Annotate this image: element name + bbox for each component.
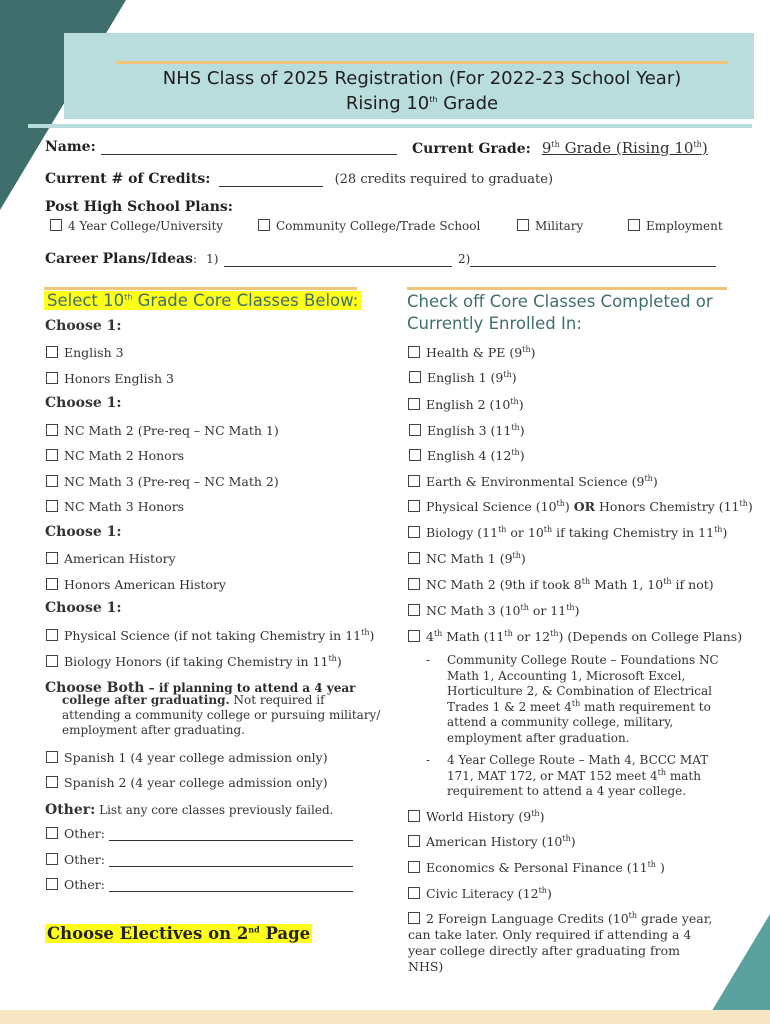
- check-health-pe[interactable]: [408, 345, 536, 360]
- checkbox-icon[interactable]: [408, 526, 420, 538]
- option-label: Spanish 2 (4 year college admission only): [64, 775, 328, 790]
- choose-math: Choose 1:: [45, 395, 122, 411]
- check-american-history[interactable]: [408, 834, 576, 849]
- option-spanish-1[interactable]: [46, 750, 328, 765]
- sup: th: [714, 524, 723, 534]
- sup: th: [562, 833, 571, 843]
- checkbox-icon[interactable]: [628, 219, 640, 231]
- checkbox-icon[interactable]: [46, 552, 58, 564]
- lbl: English 3 (11: [427, 423, 512, 438]
- lbl: or 10: [506, 525, 544, 540]
- checkbox-icon[interactable]: [408, 398, 420, 410]
- option-nc-math-2[interactable]: [46, 423, 279, 438]
- sup: th: [520, 602, 529, 612]
- option-american-history[interactable]: [46, 551, 176, 566]
- sup: th: [511, 447, 520, 457]
- current-grade-label: Current Grade:: [412, 141, 531, 157]
- sup: th: [522, 344, 531, 354]
- sup: th: [628, 910, 638, 920]
- checkbox-icon[interactable]: [46, 424, 58, 436]
- check-nc-math-2[interactable]: [408, 577, 714, 592]
- checkbox-icon[interactable]: [408, 861, 420, 873]
- checkbox-icon[interactable]: [46, 827, 58, 839]
- electives-note: [45, 924, 312, 943]
- sup: th: [510, 396, 519, 406]
- checkbox-icon[interactable]: [46, 475, 58, 487]
- lbl: Civic Literacy (12: [426, 886, 539, 901]
- option-label: Physical Science (if not taking Chemistry in 11: [64, 628, 362, 643]
- lh-post: Grade Core Classes Below:: [132, 291, 359, 310]
- sup: th: [739, 498, 748, 508]
- left-heading-rule: [44, 287, 357, 290]
- checkbox-icon[interactable]: [50, 219, 62, 231]
- choose-both-bold-b: college after graduating.: [62, 693, 230, 707]
- checkbox-icon[interactable]: [517, 219, 529, 231]
- sup: th: [328, 653, 337, 663]
- current-grade-value: [542, 139, 708, 157]
- sup: th: [644, 473, 653, 483]
- sup: th: [581, 576, 591, 586]
- cc-route-note: [447, 653, 727, 746]
- grade-c: ): [701, 139, 708, 157]
- option-label: Spanish 1 (4 year college admission only): [64, 750, 328, 765]
- choose-science: Choose 1:: [45, 600, 122, 616]
- other-label: Other:: [64, 826, 105, 841]
- title-line-2-end: Grade: [437, 93, 499, 114]
- checkbox-icon[interactable]: [46, 346, 58, 358]
- option-label-end: ): [369, 628, 375, 643]
- lbl-end: ): [530, 345, 536, 360]
- lh-sup: th: [124, 292, 133, 302]
- lh-pre: Select 10: [47, 291, 125, 310]
- checkbox-icon[interactable]: [408, 835, 420, 847]
- option-label: English 3: [64, 345, 124, 360]
- checkbox-icon[interactable]: [46, 372, 58, 384]
- career-colon: :: [192, 252, 197, 266]
- four-year-route-note: [447, 753, 727, 800]
- lbl-end: grade year, can take later. Only required if attending a 4 year college directly after graduating from NHS): [408, 911, 713, 974]
- lbl: NC Math 1 (9: [426, 551, 513, 566]
- lbl: Biology (11: [426, 525, 499, 540]
- checkbox-icon[interactable]: [258, 219, 270, 231]
- lbl: English 1 (9: [427, 370, 504, 385]
- sup: th: [504, 628, 513, 638]
- sup: th: [556, 498, 565, 508]
- option-honors-english-3[interactable]: [46, 371, 174, 386]
- cc-b: math requirement to attend a community college, military, employment after graduation.: [447, 699, 711, 745]
- career-2-row: [458, 248, 716, 267]
- credits-note: (28 credits required to graduate): [334, 172, 554, 187]
- el-sup: nd: [248, 924, 260, 935]
- other-label: Other:: [64, 877, 105, 892]
- check-biology[interactable]: [408, 525, 727, 540]
- check-4th-math[interactable]: [408, 629, 742, 644]
- lbl: English 2 (10: [426, 397, 511, 412]
- page-title: [116, 66, 728, 116]
- lbl: if taking Chemistry in 11: [552, 525, 715, 540]
- other-field[interactable]: [109, 854, 353, 867]
- checkbox-icon[interactable]: [408, 346, 420, 358]
- lbl-end: ): [570, 834, 576, 849]
- or-label: OR: [573, 499, 596, 514]
- checkbox-icon[interactable]: [408, 630, 420, 642]
- checkbox-icon[interactable]: [408, 912, 420, 924]
- lbl-end: ): [518, 397, 524, 412]
- el-pre: Choose Electives on 2: [47, 924, 249, 943]
- sup: th: [503, 369, 512, 379]
- option-label: NC Math 3 (Pre-req – NC Math 2): [64, 474, 279, 489]
- lbl-end: ): [519, 423, 525, 438]
- choose-history: Choose 1:: [45, 524, 122, 540]
- checkbox-icon[interactable]: [408, 500, 420, 512]
- electives-text: [45, 924, 312, 943]
- lbl-end: ): [655, 860, 665, 875]
- credits-row: [45, 168, 553, 187]
- plan-option-cc[interactable]: [258, 219, 480, 233]
- checkbox-icon[interactable]: [46, 629, 58, 641]
- other-field[interactable]: [109, 828, 353, 841]
- fy-b: math requirement to attend a 4 year college.: [447, 768, 701, 798]
- checkbox-icon[interactable]: [409, 449, 421, 461]
- other-note: List any core classes previously failed.: [95, 803, 334, 817]
- plan-label: Community College/Trade School: [276, 219, 481, 233]
- option-label: Honors American History: [64, 577, 226, 592]
- choose-both-label: Choose Both: [45, 680, 145, 696]
- career-1-label: 1): [206, 252, 219, 266]
- check-earth-science[interactable]: [408, 474, 658, 489]
- checkbox-icon[interactable]: [409, 371, 421, 383]
- lbl-end: ) (Depends on College Plans): [558, 629, 743, 644]
- lbl-end: ): [520, 551, 526, 566]
- other-label: Other:: [64, 852, 105, 867]
- plan-option-employment[interactable]: [628, 219, 723, 233]
- lbl: Math 1, 10: [590, 577, 664, 592]
- grade-a: 9: [541, 139, 552, 157]
- sup: th: [663, 576, 672, 586]
- sup: th: [361, 627, 370, 637]
- check-world-history[interactable]: [408, 809, 544, 824]
- bullet-dash: -: [426, 653, 431, 667]
- option-label: Honors English 3: [64, 371, 174, 386]
- check-english-1[interactable]: [409, 370, 517, 385]
- option-physical-science[interactable]: [46, 628, 374, 643]
- sup: th: [571, 698, 581, 708]
- lbl: or 12: [512, 629, 551, 644]
- grade-sup2: th: [693, 140, 702, 149]
- grade-sup: th: [551, 140, 560, 149]
- other-heading-label: Other:: [45, 802, 96, 818]
- career-2-field[interactable]: [470, 253, 716, 267]
- other-heading: [45, 799, 333, 818]
- check-nc-math-1[interactable]: [408, 551, 526, 566]
- career-label: Career Plans/Ideas: [45, 251, 193, 267]
- checkbox-icon[interactable]: [408, 552, 420, 564]
- checkbox-icon[interactable]: [408, 887, 420, 899]
- choose-both-rest: Not required if attending a community college or pursuing military/ employment after graduating.: [62, 693, 381, 737]
- option-label: NC Math 3 Honors: [64, 499, 185, 514]
- option-label: Biology Honors (if taking Chemistry in 11: [64, 654, 329, 669]
- sup: th: [566, 602, 575, 612]
- lbl: Health & PE (9: [426, 345, 523, 360]
- sup: th: [543, 524, 553, 534]
- option-nc-math-3[interactable]: [46, 474, 279, 489]
- lbl: English 4 (12: [427, 448, 512, 463]
- career-2-label: 2): [458, 252, 471, 266]
- right-heading-rule: [407, 287, 727, 290]
- el-post: Page: [259, 924, 311, 943]
- check-english-3[interactable]: [409, 423, 525, 438]
- plan-label: Military: [535, 219, 584, 233]
- lbl: World History (9: [426, 809, 532, 824]
- checkbox-icon[interactable]: [46, 578, 58, 590]
- plan-label: Employment: [646, 219, 723, 233]
- right-section-heading: Check off Core Classes Completed or Currently Enrolled In:: [407, 292, 713, 333]
- sup: th: [657, 767, 667, 777]
- lbl: American History (10: [426, 834, 563, 849]
- checkbox-icon[interactable]: [46, 449, 58, 461]
- check-economics[interactable]: [408, 860, 665, 875]
- checkbox-icon[interactable]: [46, 853, 58, 865]
- lbl: Honors Chemistry (11: [595, 499, 740, 514]
- plans-label: Post High School Plans:: [45, 199, 233, 215]
- lbl: 2 Foreign Language Credits (10: [426, 911, 629, 926]
- option-honors-american-history[interactable]: [46, 577, 226, 592]
- sup: th: [531, 808, 540, 818]
- check-civic-literacy[interactable]: [408, 886, 552, 901]
- name-row: [45, 139, 397, 155]
- option-english-3[interactable]: [46, 345, 124, 360]
- check-english-2[interactable]: [408, 397, 524, 412]
- lbl-end: ): [511, 370, 517, 385]
- sup: th: [498, 524, 507, 534]
- checkbox-icon[interactable]: [46, 878, 58, 890]
- lbl: Physical Science (10: [426, 499, 557, 514]
- cc-a: Community College Route – Foundations NC Math 1, Accounting 1, Microsoft Excel, Horticulture 2, & Combination of Electrical Trades 1 & 2 meet 4: [447, 653, 719, 714]
- check-english-4[interactable]: [409, 448, 525, 463]
- option-nc-math-2-honors[interactable]: [46, 448, 184, 463]
- lbl: Math (11: [442, 629, 505, 644]
- title-line-2: [116, 91, 728, 116]
- current-grade-row: [412, 138, 708, 157]
- credits-label: Current # of Credits:: [45, 171, 211, 187]
- lbl-end: ): [747, 499, 753, 514]
- lbl-end: ): [722, 525, 728, 540]
- plan-option-military[interactable]: [517, 219, 583, 233]
- other-field[interactable]: [109, 879, 353, 892]
- bullet-dash: -: [426, 753, 431, 767]
- choose-both-bold-a: if planning to attend a 4 year: [158, 681, 356, 695]
- option-spanish-2[interactable]: [46, 775, 328, 790]
- checkbox-icon[interactable]: [46, 751, 58, 763]
- career-row: [45, 248, 452, 267]
- check-foreign-language[interactable]: [408, 911, 718, 975]
- lbl-end: ): [574, 603, 580, 618]
- lbl-end: ): [519, 448, 525, 463]
- sup: th: [511, 422, 520, 432]
- career-1-field[interactable]: [224, 253, 452, 267]
- plan-label: 4 Year College/University: [68, 219, 224, 233]
- choose-both-dash: –: [144, 681, 159, 695]
- option-label-end: ): [336, 654, 342, 669]
- title-line-1: NHS Class of 2025 Registration (For 2022-23 School Year): [162, 68, 682, 89]
- choose-english: Choose 1:: [45, 318, 122, 334]
- header-accent-rule: [116, 61, 728, 64]
- checkbox-icon[interactable]: [408, 604, 420, 616]
- check-physical-science[interactable]: [408, 499, 753, 514]
- sup: th: [550, 628, 559, 638]
- lbl-end: ): [539, 809, 545, 824]
- check-nc-math-3[interactable]: [408, 603, 579, 618]
- lbl: Economics & Personal Finance (11: [426, 860, 648, 875]
- title-sup: th: [429, 95, 438, 104]
- name-label: Name:: [45, 139, 96, 155]
- plan-option-4yr[interactable]: [50, 219, 223, 233]
- other-row-3[interactable]: [46, 877, 353, 892]
- lbl-end: ): [652, 474, 658, 489]
- lbl: NC Math 3 (10: [426, 603, 521, 618]
- checkbox-icon[interactable]: [46, 655, 58, 667]
- left-heading-text: [44, 291, 361, 310]
- name-field[interactable]: [101, 140, 397, 155]
- lbl: or 11: [528, 603, 567, 618]
- option-biology-honors[interactable]: [46, 654, 342, 669]
- checkbox-icon[interactable]: [46, 776, 58, 788]
- lbl: Earth & Environmental Science (9: [426, 474, 645, 489]
- option-label: American History: [64, 551, 176, 566]
- title-line-2-text: Rising 10: [345, 93, 430, 114]
- bottom-strip: [0, 1010, 770, 1024]
- left-section-heading: [44, 291, 361, 310]
- lbl-end: ): [546, 886, 552, 901]
- lbl: ): [564, 499, 574, 514]
- sup: th: [538, 885, 547, 895]
- checkbox-icon[interactable]: [409, 424, 421, 436]
- header-divider: [28, 124, 752, 128]
- sup: th: [433, 628, 443, 638]
- other-row-2[interactable]: [46, 852, 353, 867]
- choose-both-note: [62, 693, 382, 738]
- checkbox-icon[interactable]: [408, 810, 420, 822]
- checkbox-icon[interactable]: [408, 475, 420, 487]
- lbl: 4: [426, 629, 434, 644]
- option-label: NC Math 2 Honors: [64, 448, 185, 463]
- credits-field[interactable]: [219, 172, 323, 187]
- fy-a: 4 Year College Route – Math 4, BCCC MAT 171, MAT 172, or MAT 152 meet 4: [447, 753, 709, 783]
- checkbox-icon[interactable]: [46, 500, 58, 512]
- sup: th: [512, 550, 521, 560]
- lbl: NC Math 2 (9th if took 8: [426, 577, 582, 592]
- lbl-end: if not): [671, 577, 714, 592]
- grade-b: Grade (Rising 10: [559, 139, 694, 157]
- option-nc-math-3-honors[interactable]: [46, 499, 184, 514]
- checkbox-icon[interactable]: [408, 578, 420, 590]
- other-row-1[interactable]: [46, 826, 353, 841]
- option-label: NC Math 2 (Pre-req – NC Math 1): [64, 423, 279, 438]
- sup: th: [647, 859, 656, 869]
